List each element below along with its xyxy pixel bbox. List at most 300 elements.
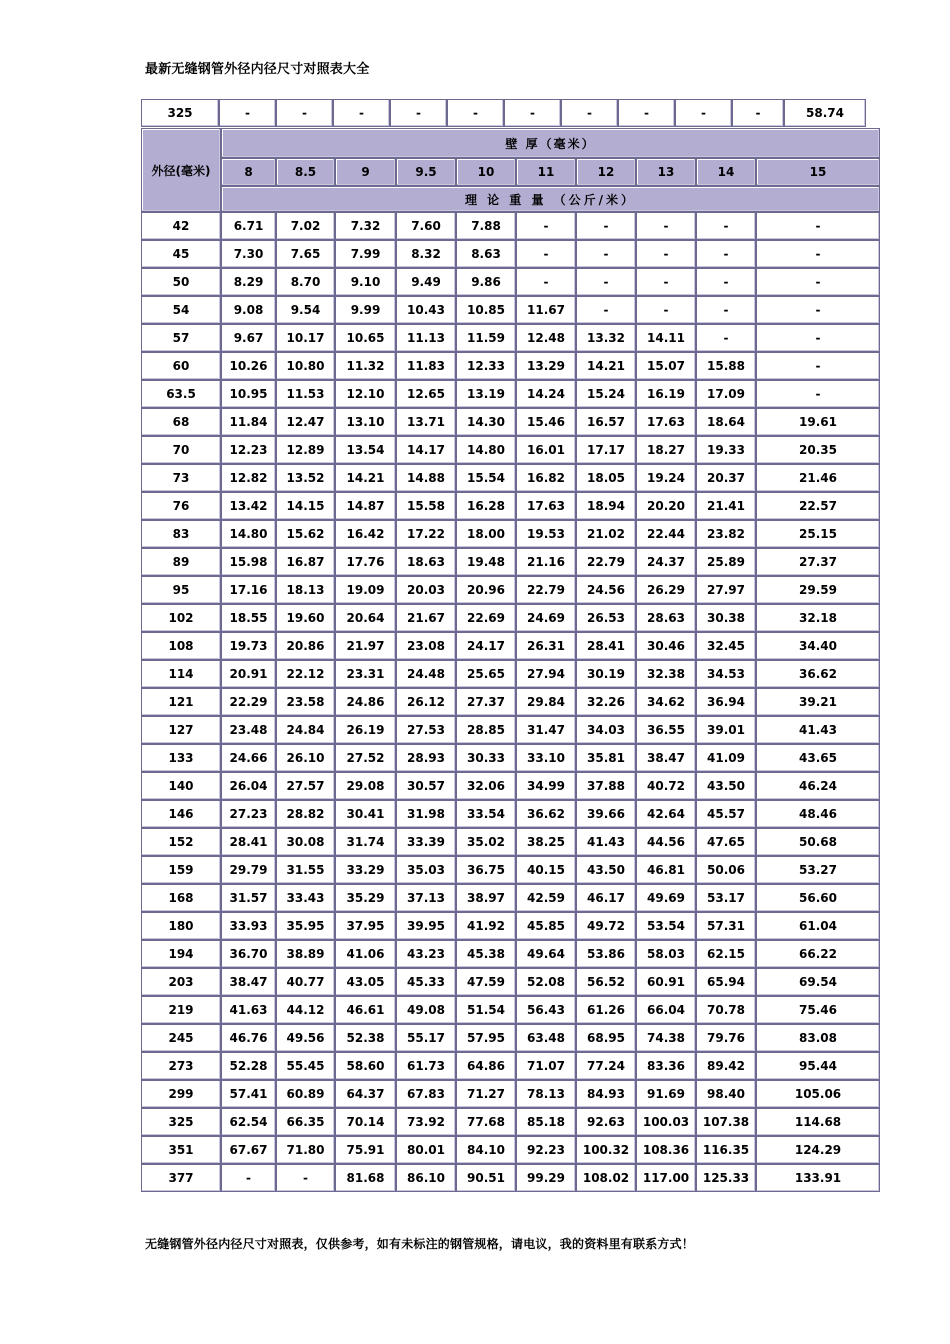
weight-cell: 58.74 xyxy=(784,99,866,127)
weight-cell: 27.52 xyxy=(335,744,396,772)
table-row xyxy=(141,968,880,996)
steel-pipe-weight-table xyxy=(141,128,880,1192)
weight-cell: 52.08 xyxy=(516,968,576,996)
table-row xyxy=(141,1024,880,1052)
table-row xyxy=(141,716,880,744)
weight-cell: 24.17 xyxy=(456,632,516,660)
weight-cell: 64.37 xyxy=(335,1080,396,1108)
weight-cell: 95.44 xyxy=(756,1052,880,1080)
weight-cell: 46.76 xyxy=(221,1024,276,1052)
weight-cell: 21.16 xyxy=(516,548,576,576)
weight-cell: 24.56 xyxy=(576,576,636,604)
weight-cell: 45.38 xyxy=(456,940,516,968)
table-row xyxy=(141,604,880,632)
weight-cell: 12.47 xyxy=(276,408,335,436)
weight-cell: 38.47 xyxy=(636,744,696,772)
weight-cell: 18.13 xyxy=(276,576,335,604)
weight-cell: 13.10 xyxy=(335,408,396,436)
weight-cell: 105.06 xyxy=(756,1080,880,1108)
outer-diameter-cell: 299 xyxy=(141,1080,221,1108)
weight-cell: 31.74 xyxy=(335,828,396,856)
weight-cell: 55.45 xyxy=(276,1052,335,1080)
outer-diameter-cell: 152 xyxy=(141,828,221,856)
weight-cell: 12.48 xyxy=(516,324,576,352)
weight-cell: 12.33 xyxy=(456,352,516,380)
weight-cell: 52.38 xyxy=(335,1024,396,1052)
weight-cell: 44.12 xyxy=(276,996,335,1024)
weight-cell: 15.62 xyxy=(276,520,335,548)
outer-diameter-cell: 133 xyxy=(141,744,221,772)
weight-cell: 19.33 xyxy=(696,436,756,464)
weight-cell: - xyxy=(504,99,561,127)
weight-cell: 92.23 xyxy=(516,1136,576,1164)
weight-cell: 44.56 xyxy=(636,828,696,856)
weight-cell: 18.94 xyxy=(576,492,636,520)
weight-cell: 32.26 xyxy=(576,688,636,716)
outer-diameter-cell: 50 xyxy=(141,268,221,296)
outer-diameter-cell: 42 xyxy=(141,212,221,240)
weight-cell: 57.31 xyxy=(696,912,756,940)
weight-cell: 8.29 xyxy=(221,268,276,296)
weight-cell: 14.30 xyxy=(456,408,516,436)
weight-cell: 74.38 xyxy=(636,1024,696,1052)
weight-cell: - xyxy=(618,99,675,127)
weight-cell: 38.47 xyxy=(221,968,276,996)
weight-cell: 18.55 xyxy=(221,604,276,632)
weight-cell: - xyxy=(696,212,756,240)
thickness-header-cell: 9.5 xyxy=(396,158,456,186)
weight-cell: 73.92 xyxy=(396,1108,456,1136)
weight-cell: 24.37 xyxy=(636,548,696,576)
weight-cell: 33.39 xyxy=(396,828,456,856)
weight-cell: 12.10 xyxy=(335,380,396,408)
weight-cell: - xyxy=(675,99,732,127)
weight-cell: 124.29 xyxy=(756,1136,880,1164)
weight-cell: 14.11 xyxy=(636,324,696,352)
outer-diameter-cell: 95 xyxy=(141,576,221,604)
weight-cell: 15.88 xyxy=(696,352,756,380)
weight-cell: 6.71 xyxy=(221,212,276,240)
weight-cell: 33.43 xyxy=(276,884,335,912)
weight-cell: - xyxy=(561,99,618,127)
weight-cell: 35.02 xyxy=(456,828,516,856)
weight-cell: 16.28 xyxy=(456,492,516,520)
thickness-header-cell: 8.5 xyxy=(276,158,335,186)
weight-cell: 28.85 xyxy=(456,716,516,744)
weight-cell: 61.04 xyxy=(756,912,880,940)
table-row xyxy=(141,688,880,716)
weight-cell: 67.67 xyxy=(221,1136,276,1164)
weight-cell: 14.21 xyxy=(335,464,396,492)
weight-cell: 49.69 xyxy=(636,884,696,912)
weight-cell: 39.01 xyxy=(696,716,756,744)
weight-cell: 11.67 xyxy=(516,296,576,324)
weight-cell: - xyxy=(756,212,880,240)
weight-cell: 10.26 xyxy=(221,352,276,380)
weight-cell: 14.24 xyxy=(516,380,576,408)
table-row xyxy=(141,212,880,240)
weight-cell: 9.86 xyxy=(456,268,516,296)
weight-cell: 66.04 xyxy=(636,996,696,1024)
weight-cell: 38.25 xyxy=(516,828,576,856)
weight-cell: 26.10 xyxy=(276,744,335,772)
weight-cell: 22.29 xyxy=(221,688,276,716)
weight-cell: 133.91 xyxy=(756,1164,880,1192)
weight-cell: 30.41 xyxy=(335,800,396,828)
weight-cell: 15.24 xyxy=(576,380,636,408)
outer-diameter-cell: 68 xyxy=(141,408,221,436)
weight-cell: 16.57 xyxy=(576,408,636,436)
weight-cell: - xyxy=(576,240,636,268)
weight-cell: 34.40 xyxy=(756,632,880,660)
weight-cell: 23.48 xyxy=(221,716,276,744)
weight-cell: - xyxy=(576,212,636,240)
weight-cell: - xyxy=(516,212,576,240)
weight-cell: 21.41 xyxy=(696,492,756,520)
weight-cell: 20.20 xyxy=(636,492,696,520)
weight-cell: 23.08 xyxy=(396,632,456,660)
weight-cell: 27.37 xyxy=(756,548,880,576)
weight-cell: 19.24 xyxy=(636,464,696,492)
weight-cell: 53.27 xyxy=(756,856,880,884)
weight-cell: 26.53 xyxy=(576,604,636,632)
weight-cell: 20.37 xyxy=(696,464,756,492)
weight-cell: 70.14 xyxy=(335,1108,396,1136)
weight-cell: 57.41 xyxy=(221,1080,276,1108)
weight-cell: 13.52 xyxy=(276,464,335,492)
weight-cell: 81.68 xyxy=(335,1164,396,1192)
weight-cell: - xyxy=(756,240,880,268)
footer-note: 无缝钢管外径内径尺寸对照表，仅供参考，如有未标注的钢管规格，请电议，我的资料里有联系方式！ xyxy=(145,1237,695,1251)
weight-cell: 34.03 xyxy=(576,716,636,744)
weight-cell: 49.64 xyxy=(516,940,576,968)
weight-cell: 23.82 xyxy=(696,520,756,548)
outer-diameter-cell: 102 xyxy=(141,604,221,632)
weight-cell: 92.63 xyxy=(576,1108,636,1136)
weight-cell: 63.48 xyxy=(516,1024,576,1052)
weight-cell: 14.80 xyxy=(456,436,516,464)
weight-cell: 40.15 xyxy=(516,856,576,884)
table-row xyxy=(141,380,880,408)
table-row xyxy=(141,1136,880,1164)
weight-cell: - xyxy=(636,296,696,324)
weight-cell: 11.59 xyxy=(456,324,516,352)
weight-cell: 40.77 xyxy=(276,968,335,996)
document-title: 最新无缝钢管外径内径尺寸对照表大全 xyxy=(145,62,370,77)
outer-diameter-cell: 57 xyxy=(141,324,221,352)
outer-diameter-cell: 83 xyxy=(141,520,221,548)
weight-cell: 68.95 xyxy=(576,1024,636,1052)
weight-cell: 79.76 xyxy=(696,1024,756,1052)
table-row xyxy=(141,1164,880,1192)
weight-cell: 7.32 xyxy=(335,212,396,240)
weight-cell: - xyxy=(636,240,696,268)
weight-cell: 23.58 xyxy=(276,688,335,716)
weight-cell: 33.10 xyxy=(516,744,576,772)
weight-cell: 18.27 xyxy=(636,436,696,464)
weight-cell: 42.64 xyxy=(636,800,696,828)
weight-cell: 28.41 xyxy=(576,632,636,660)
weight-cell: 9.49 xyxy=(396,268,456,296)
weight-cell: 36.94 xyxy=(696,688,756,716)
weight-cell: 19.60 xyxy=(276,604,335,632)
outer-diameter-cell: 180 xyxy=(141,912,221,940)
thickness-header-cell: 13 xyxy=(636,158,696,186)
weight-cell: 19.73 xyxy=(221,632,276,660)
weight-cell: 14.88 xyxy=(396,464,456,492)
outer-diameter-cell: 127 xyxy=(141,716,221,744)
weight-cell: 9.67 xyxy=(221,324,276,352)
weight-cell: 22.44 xyxy=(636,520,696,548)
outer-diameter-cell: 60 xyxy=(141,352,221,380)
weight-cell: 24.66 xyxy=(221,744,276,772)
carry-over-table xyxy=(141,99,866,127)
weight-cell: 41.43 xyxy=(756,716,880,744)
weight-cell: 21.67 xyxy=(396,604,456,632)
weight-cell: 53.54 xyxy=(636,912,696,940)
weight-cell: 52.28 xyxy=(221,1052,276,1080)
weight-cell: 13.32 xyxy=(576,324,636,352)
weight-cell: 31.57 xyxy=(221,884,276,912)
weight-cell: - xyxy=(756,268,880,296)
weight-cell: 17.17 xyxy=(576,436,636,464)
weight-cell: 7.65 xyxy=(276,240,335,268)
weight-cell: 17.76 xyxy=(335,548,396,576)
weight-cell: 90.51 xyxy=(456,1164,516,1192)
weight-cell: 37.13 xyxy=(396,884,456,912)
weight-cell: 61.26 xyxy=(576,996,636,1024)
weight-cell: 25.15 xyxy=(756,520,880,548)
weight-cell: 28.93 xyxy=(396,744,456,772)
weight-cell: 49.08 xyxy=(396,996,456,1024)
weight-cell: 66.35 xyxy=(276,1108,335,1136)
weight-cell: 56.43 xyxy=(516,996,576,1024)
weight-cell: 27.97 xyxy=(696,576,756,604)
thickness-header-cell: 10 xyxy=(456,158,516,186)
thickness-header-cell: 9 xyxy=(335,158,396,186)
weight-cell: 45.33 xyxy=(396,968,456,996)
weight-cell: 16.01 xyxy=(516,436,576,464)
weight-cell: 18.64 xyxy=(696,408,756,436)
outer-diameter-cell: 351 xyxy=(141,1136,221,1164)
weight-cell: 41.43 xyxy=(576,828,636,856)
weight-cell: 12.89 xyxy=(276,436,335,464)
weight-cell: 41.92 xyxy=(456,912,516,940)
weight-cell: 57.95 xyxy=(456,1024,516,1052)
weight-cell: 30.38 xyxy=(696,604,756,632)
weight-cell: 10.85 xyxy=(456,296,516,324)
weight-cell: 35.03 xyxy=(396,856,456,884)
weight-cell: 70.78 xyxy=(696,996,756,1024)
weight-cell: 9.10 xyxy=(335,268,396,296)
weight-cell: 69.54 xyxy=(756,968,880,996)
weight-cell: 91.69 xyxy=(636,1080,696,1108)
weight-cell: 12.23 xyxy=(221,436,276,464)
table-row xyxy=(141,548,880,576)
table-row xyxy=(141,1080,880,1108)
weight-cell: 36.70 xyxy=(221,940,276,968)
weight-cell: 33.54 xyxy=(456,800,516,828)
weight-cell: 20.86 xyxy=(276,632,335,660)
outer-diameter-cell: 325 xyxy=(141,1108,221,1136)
weight-cell: 60.89 xyxy=(276,1080,335,1108)
table-row xyxy=(141,772,880,800)
weight-cell: - xyxy=(516,240,576,268)
weight-cell: 19.53 xyxy=(516,520,576,548)
outer-diameter-cell: 273 xyxy=(141,1052,221,1080)
weight-cell: 39.95 xyxy=(396,912,456,940)
weight-cell: 36.75 xyxy=(456,856,516,884)
table-row xyxy=(141,464,880,492)
thickness-header-cell: 11 xyxy=(516,158,576,186)
weight-cell: 85.18 xyxy=(516,1108,576,1136)
weight-cell: 29.59 xyxy=(756,576,880,604)
weight-cell: 26.29 xyxy=(636,576,696,604)
weight-cell: 10.17 xyxy=(276,324,335,352)
weight-cell: 22.79 xyxy=(576,548,636,576)
weight-cell: 19.61 xyxy=(756,408,880,436)
weight-cell: 32.38 xyxy=(636,660,696,688)
weight-cell: 53.86 xyxy=(576,940,636,968)
weight-cell: 11.13 xyxy=(396,324,456,352)
table-row xyxy=(141,996,880,1024)
table-row xyxy=(141,828,880,856)
weight-cell: - xyxy=(696,296,756,324)
weight-cell: 56.60 xyxy=(756,884,880,912)
weight-cell: 38.89 xyxy=(276,940,335,968)
weight-cell: 7.02 xyxy=(276,212,335,240)
weight-cell: 49.72 xyxy=(576,912,636,940)
weight-cell: 20.64 xyxy=(335,604,396,632)
outer-diameter-cell: 140 xyxy=(141,772,221,800)
table-row xyxy=(141,324,880,352)
outer-diameter-cell: 203 xyxy=(141,968,221,996)
weight-cell: 29.08 xyxy=(335,772,396,800)
weight-cell: 31.98 xyxy=(396,800,456,828)
weight-cell: 12.65 xyxy=(396,380,456,408)
weight-cell: 60.91 xyxy=(636,968,696,996)
weight-cell: 21.97 xyxy=(335,632,396,660)
weight-cell: 80.01 xyxy=(396,1136,456,1164)
weight-cell: 55.17 xyxy=(396,1024,456,1052)
weight-cell: 83.08 xyxy=(756,1024,880,1052)
weight-cell: 28.63 xyxy=(636,604,696,632)
outer-diameter-cell: 159 xyxy=(141,856,221,884)
outer-diameter-cell: 63.5 xyxy=(141,380,221,408)
thickness-header-cell: 8 xyxy=(221,158,276,186)
table-row xyxy=(141,436,880,464)
weight-cell: 34.62 xyxy=(636,688,696,716)
weight-cell: 58.03 xyxy=(636,940,696,968)
outer-diameter-cell: 70 xyxy=(141,436,221,464)
weight-cell: 15.54 xyxy=(456,464,516,492)
weight-cell: 39.66 xyxy=(576,800,636,828)
table-row xyxy=(141,940,880,968)
weight-cell: 83.36 xyxy=(636,1052,696,1080)
weight-cell: 8.63 xyxy=(456,240,516,268)
weight-cell: 30.46 xyxy=(636,632,696,660)
weight-cell: 24.86 xyxy=(335,688,396,716)
thickness-header-cell: 14 xyxy=(696,158,756,186)
weight-cell: 62.15 xyxy=(696,940,756,968)
weight-cell: 29.79 xyxy=(221,856,276,884)
weight-cell: 77.68 xyxy=(456,1108,516,1136)
weight-cell: 34.99 xyxy=(516,772,576,800)
weight-cell: 100.32 xyxy=(576,1136,636,1164)
weight-cell: 64.86 xyxy=(456,1052,516,1080)
outer-diameter-cell: 89 xyxy=(141,548,221,576)
weight-cell: - xyxy=(390,99,447,127)
weight-cell: 27.94 xyxy=(516,660,576,688)
weight-cell: - xyxy=(219,99,276,127)
weight-cell: - xyxy=(276,1164,335,1192)
weight-cell: 16.19 xyxy=(636,380,696,408)
outer-diameter-cell: 45 xyxy=(141,240,221,268)
weight-cell: 28.41 xyxy=(221,828,276,856)
weight-cell: 65.94 xyxy=(696,968,756,996)
outer-diameter-cell: 108 xyxy=(141,632,221,660)
weight-cell: 18.00 xyxy=(456,520,516,548)
weight-cell: 45.57 xyxy=(696,800,756,828)
weight-cell: - xyxy=(516,268,576,296)
weight-cell: 58.60 xyxy=(335,1052,396,1080)
weight-cell: 25.89 xyxy=(696,548,756,576)
wall-thickness-header: 壁 厚（毫米） xyxy=(221,128,880,158)
weight-cell: 53.17 xyxy=(696,884,756,912)
weight-cell: 11.84 xyxy=(221,408,276,436)
table-row xyxy=(141,1052,880,1080)
weight-cell: 25.65 xyxy=(456,660,516,688)
weight-cell: 35.95 xyxy=(276,912,335,940)
weight-cell: - xyxy=(756,380,880,408)
weight-cell: - xyxy=(696,240,756,268)
weight-cell: 13.29 xyxy=(516,352,576,380)
weight-cell: 20.96 xyxy=(456,576,516,604)
weight-cell: 75.91 xyxy=(335,1136,396,1164)
weight-cell: 27.37 xyxy=(456,688,516,716)
weight-cell: 86.10 xyxy=(396,1164,456,1192)
table-row xyxy=(141,576,880,604)
weight-cell: 51.54 xyxy=(456,996,516,1024)
weight-cell: - xyxy=(636,268,696,296)
weight-cell: 22.12 xyxy=(276,660,335,688)
weight-cell: - xyxy=(576,296,636,324)
weight-cell: 20.03 xyxy=(396,576,456,604)
table-row xyxy=(141,632,880,660)
weight-cell: 8.70 xyxy=(276,268,335,296)
table-row xyxy=(141,408,880,436)
weight-cell: - xyxy=(756,296,880,324)
weight-cell: 14.80 xyxy=(221,520,276,548)
table-row xyxy=(141,884,880,912)
weight-cell: 125.33 xyxy=(696,1164,756,1192)
table-row xyxy=(141,296,880,324)
outer-diameter-cell: 325 xyxy=(141,99,219,127)
weight-cell: 10.65 xyxy=(335,324,396,352)
weight-cell: 37.95 xyxy=(335,912,396,940)
weight-cell: 98.40 xyxy=(696,1080,756,1108)
weight-cell: 32.18 xyxy=(756,604,880,632)
weight-cell: 16.82 xyxy=(516,464,576,492)
weight-cell: 61.73 xyxy=(396,1052,456,1080)
weight-cell: 18.63 xyxy=(396,548,456,576)
weight-cell: 20.35 xyxy=(756,436,880,464)
weight-cell: 43.05 xyxy=(335,968,396,996)
outer-diameter-cell: 76 xyxy=(141,492,221,520)
weight-cell: 36.62 xyxy=(516,800,576,828)
weight-cell: 46.81 xyxy=(636,856,696,884)
weight-cell: 17.22 xyxy=(396,520,456,548)
